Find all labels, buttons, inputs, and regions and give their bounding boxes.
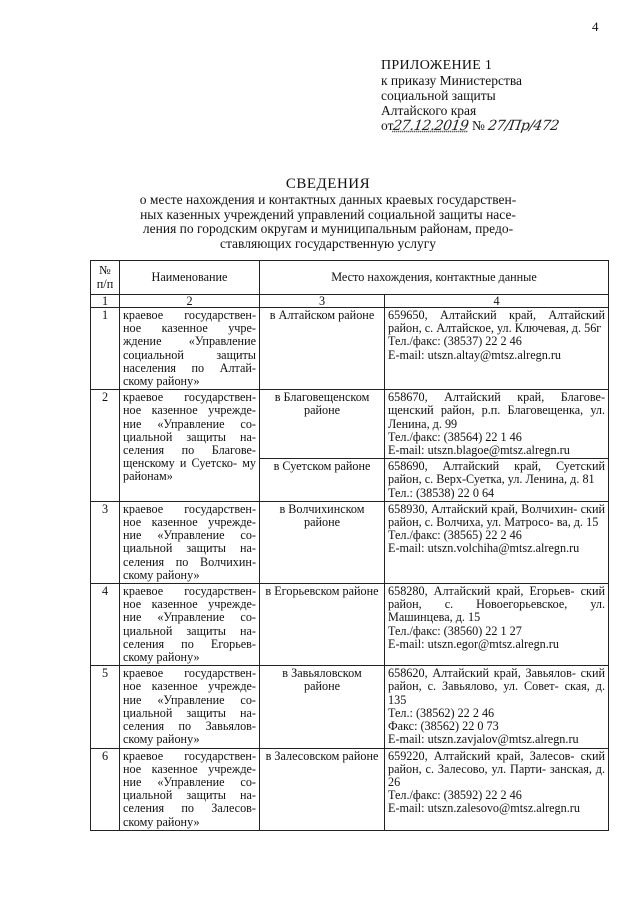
col-number: 4 [385, 295, 609, 308]
heading-line-3: ления по городским округам и муниципальным районам, предо- [142, 221, 514, 236]
address: 658620, Алтайский край, Завьялов- ский район, с. Завьялово, ул. Совет- ская, д. 135 [388, 666, 606, 707]
email: E-mail: utszn.blagoe@mtsz.alregn.ru [388, 443, 570, 458]
email: E-mail: utszn.egor@mtsz.alregn.ru [388, 636, 559, 651]
row-number: 2 [91, 390, 120, 502]
address: 659650, Алтайский край, Алтайский район, с. Алтайское, ул. Ключевая, д. 56г [388, 308, 606, 336]
address: 658930, Алтайский край, Волчихин- ский район, с. Волчиха, ул. Матросо- ва, д. 15 [388, 501, 606, 530]
district: в Волчихинском районе [260, 501, 385, 583]
institution-name: краевое государствен- ное казенное учре- ждение «Управление социальной защиты населения по Алтай- скому району» [120, 308, 260, 390]
row-number: 5 [91, 666, 120, 748]
column-number-row [91, 295, 609, 308]
institutions-table [90, 260, 609, 831]
appendix-block [381, 58, 621, 134]
district: в Суетском районе [260, 459, 385, 502]
number-prefix: № [472, 118, 485, 133]
document-heading [110, 176, 546, 251]
district: в Благовещенском районе [260, 390, 385, 459]
table-row [91, 308, 609, 390]
contact-data [385, 459, 609, 502]
contact-data [385, 584, 609, 666]
email: E-mail: utszn.altay@mtsz.alregn.ru [388, 347, 561, 362]
district: в Завьяловском районе [260, 666, 385, 748]
phone: Тел./факс: (38560) 22 1 27 [388, 623, 522, 638]
address: 658670, Алтайский край, Благове- щенский район, р.п. Благовещенка, ул. Ленина, д. 99 [388, 390, 606, 431]
header-num: № п/п [91, 261, 120, 295]
phone: Тел./факс: (38592) 22 2 46 [388, 788, 522, 803]
address: 659220, Алтайский край, Залесов- ский район, с. Залесово, ул. Парти- занская, д. 26 [388, 748, 606, 789]
table-header-row [91, 261, 609, 295]
header-place: Место нахождения, контактные данные [260, 261, 609, 295]
table-row [91, 666, 609, 748]
contact-data [385, 666, 609, 748]
district: в Залесовском районе [260, 748, 385, 830]
row-number: 1 [91, 308, 120, 390]
header-name: Наименование [120, 261, 260, 295]
address: 658280, Алтайский край, Егорьев- ский район, с. Новоегорьевское, ул. Машинцева, д. 15 [388, 584, 606, 625]
row-number: 4 [91, 584, 120, 666]
phone: Тел.: (38538) 22 0 64 [388, 485, 495, 500]
contact-data [385, 501, 609, 583]
row-number: 3 [91, 501, 120, 583]
institution-name: краевое государствен- ное казенное учрежде- ние «Управление со- циальной защиты на- селения по Залесов- скому району» [120, 748, 260, 830]
col-number: 2 [120, 295, 260, 308]
col-number: 1 [91, 295, 120, 308]
appendix-date-line [381, 118, 621, 134]
contact-data [385, 390, 609, 459]
handwritten-number: 27/Пр/472 [487, 118, 561, 134]
institution-name: краевое государствен- ное казенное учрежде- ние «Управление со- циальной защиты на- селения по Благове- щенскому и Суетско- му районам» [120, 390, 260, 502]
contact-data [385, 748, 609, 830]
institution-name: краевое государствен- ное казенное учрежде- ние «Управление со- циальной защиты на- селения по Завьялов- скому району» [120, 666, 260, 748]
phone: Тел./факс: (38537) 22 2 46 [388, 334, 522, 349]
institution-name: краевое государствен- ное казенное учрежде- ние «Управление со- циальной защиты на- селения по Волчихин- скому району» [120, 501, 260, 583]
contact-data [385, 308, 609, 390]
table-row [91, 390, 609, 459]
phone: Тел./факс: (38564) 22 1 46 [388, 429, 522, 444]
row-number: 6 [91, 748, 120, 830]
address: 658690, Алтайский край, Суетский район, с. Верх-Суетка, ул. Ленина, д. 81 [388, 459, 606, 487]
phone: Тел.: (38562) 22 2 46 [388, 705, 495, 720]
heading-line-4: ставляющих государственную услугу [220, 235, 436, 251]
heading-line-2: ных казенных учреждений управлений социальной защиты насе- [140, 206, 516, 222]
page-number: 4 [592, 19, 599, 34]
district: в Алтайском районе [260, 308, 385, 390]
email: E-mail: utszn.volchiha@mtsz.alregn.ru [388, 541, 580, 556]
heading-title: СВЕДЕНИЯ [285, 176, 371, 192]
email: E-mail: utszn.zalesovo@mtsz.alregn.ru [388, 801, 580, 816]
appendix-line-2: социальной защиты [381, 88, 496, 103]
fax: Факс: (38562) 22 0 73 [388, 719, 499, 734]
handwritten-date: 27.12.2019 [392, 118, 470, 134]
appendix-line-3: Алтайского края [381, 103, 477, 118]
date-prefix: от [381, 118, 394, 133]
col-number: 3 [260, 295, 385, 308]
appendix-title: ПРИЛОЖЕНИЕ 1 [381, 58, 493, 73]
table-row [91, 501, 609, 583]
table-row [91, 748, 609, 830]
table-row [91, 584, 609, 666]
appendix-line-1: к приказу Министерства [381, 73, 523, 88]
email: E-mail: utszn.zavjalov@mtsz.alregn.ru [388, 732, 579, 747]
phone: Тел./факс: (38565) 22 2 46 [388, 528, 522, 543]
heading-line-1: о месте нахождения и контактных данных краевых государствен- [139, 192, 517, 207]
district: в Егорьевском районе [260, 584, 385, 666]
institution-name: краевое государствен- ное казенное учрежде- ние «Управление со- циальной защиты на- селения по Егорьев- скому району» [120, 584, 260, 666]
